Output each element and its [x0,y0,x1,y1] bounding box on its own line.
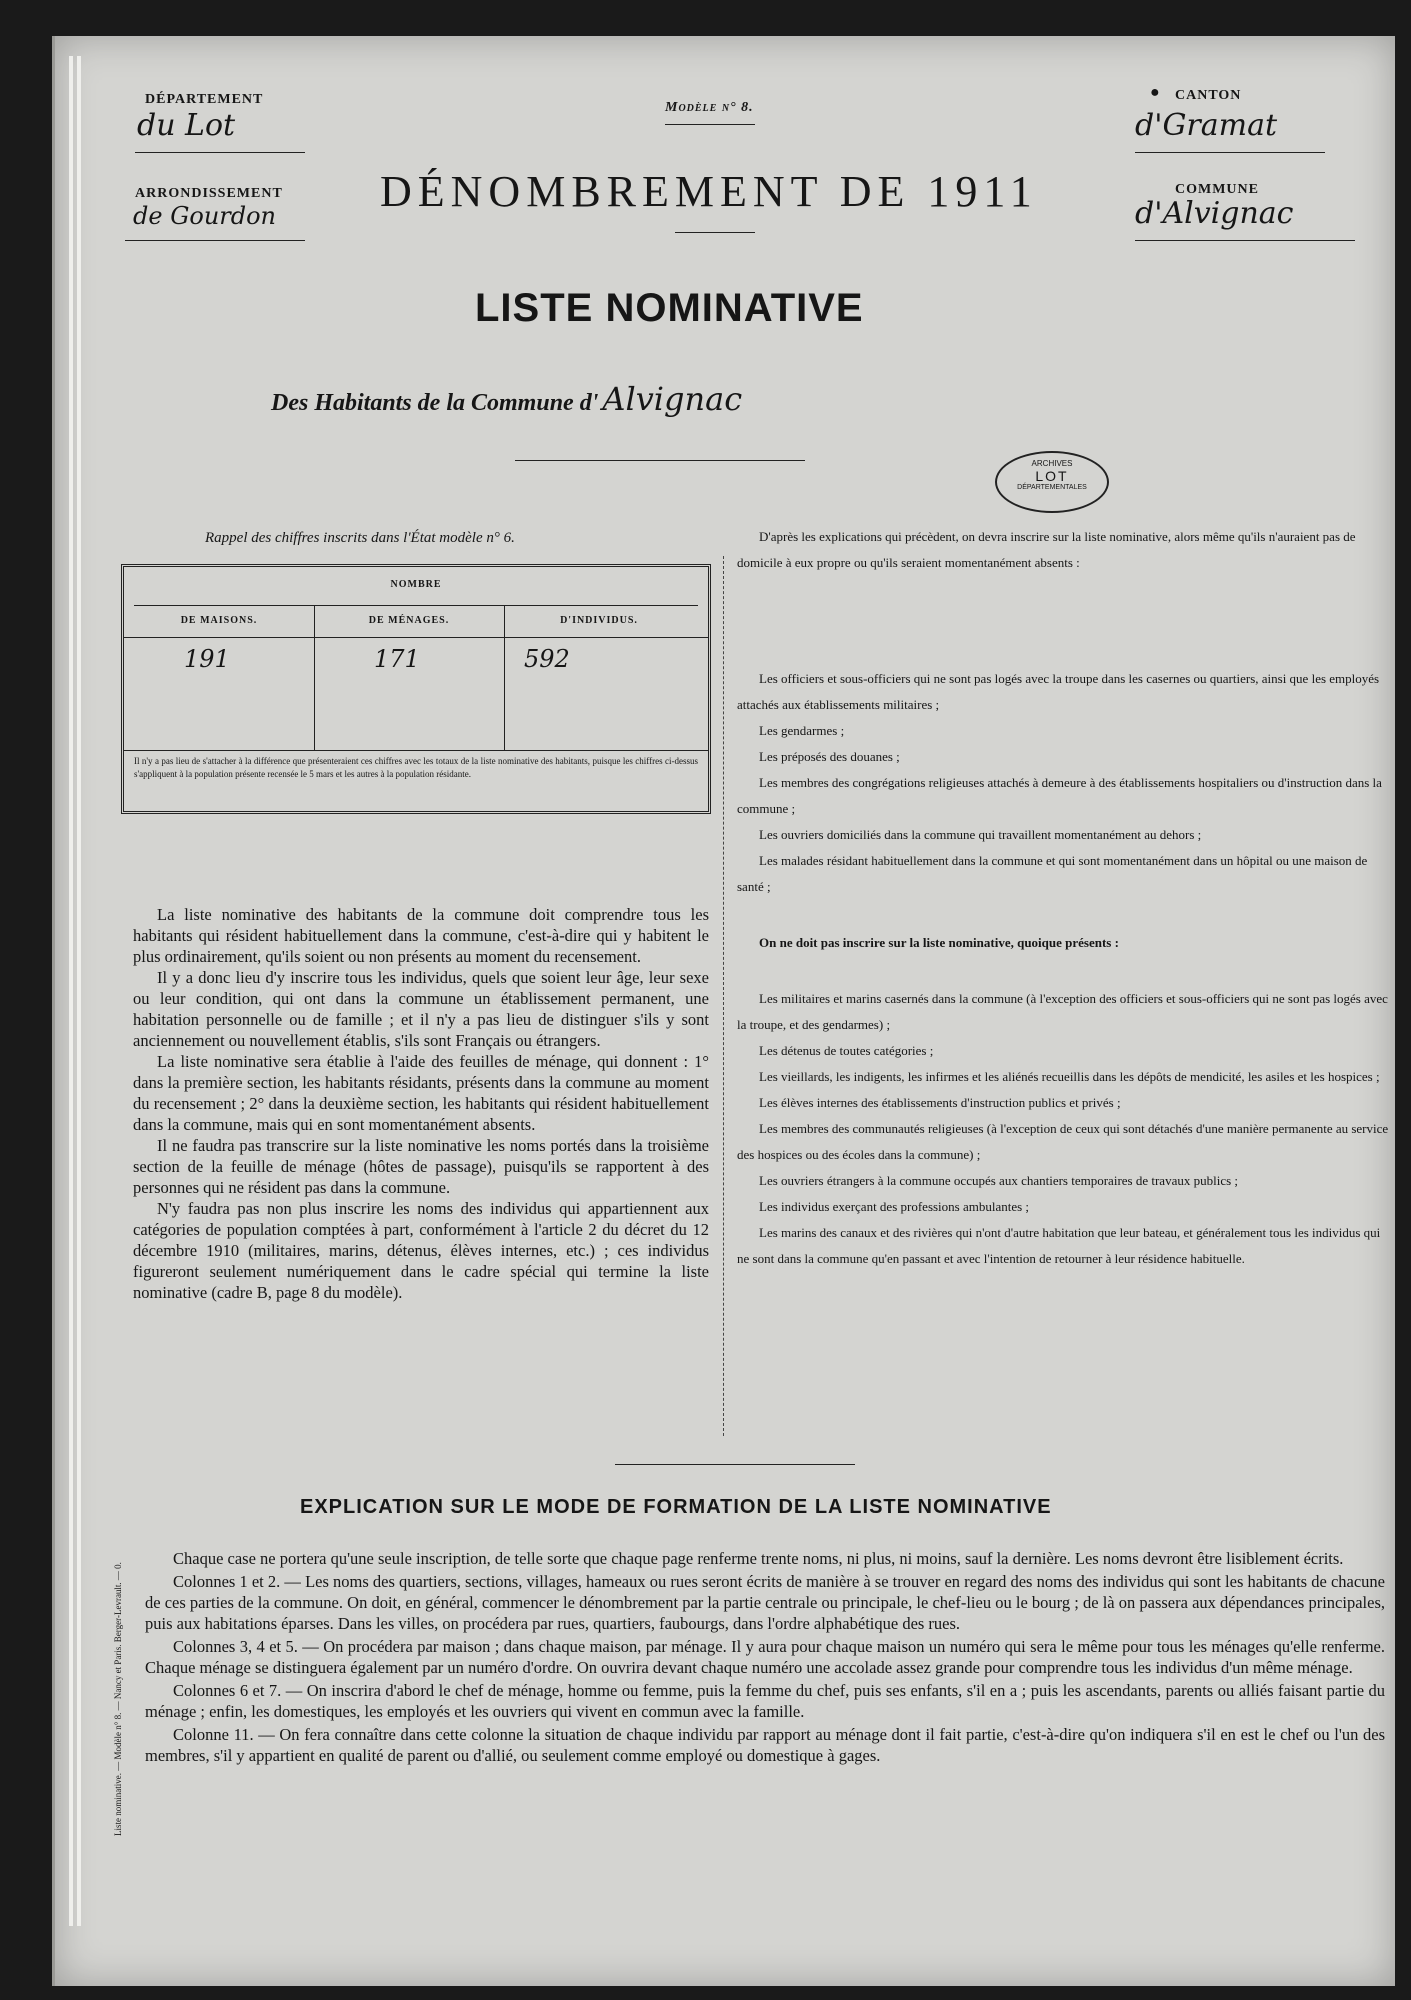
col-separator [504,605,505,750]
left-paragraph: La liste nominative sera établie à l'aide des feuilles de ménage, qui donnent : 1° dans la première section, les habitants résidants, présents dans la commune au moment du recensement ; 2° dans la deuxième section, les habitants qui résident habituellement dans la commune, mais qui en sont momentanément absents. [133,1052,709,1134]
individus-value: 592 [524,645,570,673]
exclude-item: Les militaires et marins casernés dans la commune (à l'exception des officiers et sous-officiers qui ne sont pas logés avec la troupe, et des gendarmes) ; [737,991,1388,1032]
explication-title: EXPLICATION SUR LE MODE DE FORMATION DE LA LISTE NOMINATIVE [300,1496,1052,1518]
menages-value: 171 [374,645,420,673]
divider [135,152,305,153]
arrondissement-value: de Gourdon [133,202,277,230]
exclude-item: Les détenus de toutes catégories ; [759,1043,934,1058]
rappel-note: Il n'y a pas lieu de s'attacher à la différence que présenteraient ces chiffres avec les totaux de la liste nominative des habitants, puisque les chiffres ci-dessus s'appliquent à la population présente recensée le 5 mars et les autres à la population résidante. [134,756,698,779]
left-paragraph: N'y faudra pas non plus inscrire les noms des individus qui appartiennent aux catégories de population comptées à part, conformément à l'article 2 du décret du 12 décembre 1910 (militaires, marins, détenus, élèves internes, etc.) ; ces individus figureront seulement numériquement dans le cadre spécial qui termine la liste nominative (cadre B, page 8 du modèle). [133,1199,709,1302]
right-list-include [737,666,1389,1272]
col-maisons-header: DE MAISONS. [180,615,258,626]
explication-paragraph: Colonnes 3, 4 et 5. — On procédera par maison ; dans chaque maison, par ménage. Il y aura pour chaque maison un numéro qui sera le même pour tous les ménages qu'elle renferme. Chaque ménage se distinguera également par un numéro d'ordre. On ouvrira devant chaque numéro une accolade assez grande pour comprendre tous les individus d'un même ménage. [145,1637,1385,1677]
maisons-value: 191 [184,645,230,673]
explication-paragraph: Colonne 11. — On fera connaître dans cette colonne la situation de chaque individu par rapport au ménage dont il fait partie, c'est-à-dire qu'on indiquera s'il en est le chef ou l'un des membres, s'il y appartient en qualité de parent ou d'allié, ou seulement comme employé ou domestique à gages. [145,1725,1385,1765]
exclude-item: Les ouvriers étrangers à la commune occupés aux chantiers temporaires de travaux publics ; [759,1173,1239,1188]
explication-paragraph: Colonnes 6 et 7. — On inscrira d'abord le chef de ménage, homme ou femme, puis la femme du chef, puis ses enfants, s'il en a ; puis les ascendants, parents ou alliés faisant partie du ménage ; enfin, les domestiques, les employés et les ouvriers qui vivent en commun avec la famille. [145,1681,1385,1721]
exclude-header: On ne doit pas inscrire sur la liste nominative, quoique présents : [759,935,1119,950]
include-item: Les gendarmes ; [759,723,845,738]
page-edge [77,56,81,1926]
stamp-line3: DÉPARTEMENTALES [1017,484,1087,491]
divider [675,232,755,233]
explication-text [145,1548,1385,1768]
left-paragraph: La liste nominative des habitants de la commune doit comprendre tous les habitants qui résident habituellement dans la commune, c'est-à-dire qui y habitent le plus ordinairement, qu'ils soient ou non présents au moment du recensement. [133,905,709,966]
commune-value: d'Alvignac [1135,196,1294,231]
left-paragraph: Il y a donc lieu d'y inscrire tous les individus, quels que soient leur âge, leur sexe ou leur condition, qui ont dans la commune un établissement permanent, une habitation personnelle ou de famille ; et il n'y a pas lieu de distinguer s'ils y sont anciennement ou nouvellement établis, s'ils sont Français ou étrangers. [133,968,709,1050]
rappel-table [121,564,711,814]
exclude-item: Les vieillards, les indigents, les infirmes et les aliénés recueillis dans les dépôts de mendicité, les asiles et les hospices ; [759,1069,1380,1084]
canton-value: d'Gramat [1135,108,1278,143]
nombre-header: NOMBRE [390,579,442,590]
col-separator [314,605,315,750]
column-separator [723,556,725,1436]
liste-subtitle: Des Habitants de la Commune d' [271,390,599,416]
census-page [52,36,1395,1986]
departement-label: DÉPARTEMENT [145,92,264,107]
divider [1135,240,1355,241]
col-individus-header: D'INDIVIDUS. [560,615,638,626]
canton-label: CANTON [1175,88,1242,103]
col-menages-header: DE MÉNAGES. [368,615,450,626]
bullet-icon: ● [1150,84,1160,101]
include-item: Les ouvriers domiciliés dans la commune qui travaillent momentanément au dehors ; [759,827,1202,842]
divider [1135,152,1325,153]
exclude-item: Les marins des canaux et des rivières qui n'ont d'autre habitation que leur bateau, et généralement tous les individus qui ne sont dans la commune qu'en passant et avec l'intention de retourner à leur résidence habituelle. [737,1225,1381,1266]
archives-stamp [995,451,1109,513]
page-edge [69,56,73,1926]
left-instructions [133,904,709,1303]
modele-label: Modèle n° 8. [665,100,754,115]
departement-value: du Lot [137,108,236,143]
divider [124,750,708,751]
stamp-line2: LOT [1035,468,1069,484]
arrondissement-label: ARRONDISSEMENT [135,186,283,201]
include-item: Les malades résidant habituellement dans la commune et qui sont momentanément dans un hôpital ou une maison de santé ; [737,853,1368,894]
commune-hand: Alvignac [602,380,743,418]
liste-subtitle-line [271,380,742,418]
stamp-line1: ARCHIVES [1031,459,1073,468]
liste-title: LISTE NOMINATIVE [475,286,864,330]
include-item: Les membres des congrégations religieuses attachés à demeure à des établissements hospitaliers ou d'instruction dans la commune ; [737,775,1382,816]
explication-paragraph: Colonnes 1 et 2. — Les noms des quartiers, sections, villages, hameaux ou rues seront écrits de manière à se trouver en regard des noms des individus qui sont les habitants de chacune de ces parties de la commune. On doit, en général, commencer le dénombrement par la partie centrale ou principale, le chef-lieu ou le bourg ; de là on passera aux dépendances principales, puis aux habitations éparses. Dans les villes, on procédera par rues, quartiers, faubourgs, dans l'ordre alphabétique des rues. [145,1572,1385,1633]
include-item: Les officiers et sous-officiers qui ne sont pas logés avec la troupe dans les casernes ou quartiers, ainsi que les employés attachés aux établissements militaires ; [737,671,1380,712]
include-item: Les préposés des douanes ; [759,749,900,764]
ornament-divider [615,1464,855,1465]
exclude-item: Les individus exerçant des professions ambulantes ; [759,1199,1030,1214]
left-paragraph: Il ne faudra pas transcrire sur la liste nominative les noms portés dans la troisième section de la feuille de ménage (hôtes de passage), puisqu'ils se rapportent à des personnes qui ne résident pas dans la commune. [133,1136,709,1197]
explication-paragraph: Chaque case ne portera qu'une seule inscription, de telle sorte que chaque page renferme trente noms, ni plus, ni moins, sauf la dernière. Les noms devront être lisiblement écrits. [173,1549,1344,1568]
right-intro: D'après les explications qui précèdent, on devra inscrire sur la liste nominative, alors même qu'ils n'auraient pas de domicile à eux propre ou qu'ils seraient momentanément absents : [737,529,1356,570]
divider [125,240,305,241]
exclude-item: Les membres des communautés religieuses (à l'exception de ceux qui sont détachés d'une manière permanente au service des hospices ou des écoles dans la commune) ; [737,1121,1389,1162]
exclude-item: Les élèves internes des établissements d'instruction publics et privés ; [759,1095,1121,1110]
divider [134,605,698,606]
divider [124,637,708,638]
rappel-caption: Rappel des chiffres inscrits dans l'État modèle n° 6. [205,530,515,546]
divider [665,124,755,125]
ornament-divider [515,460,805,461]
main-title: DÉNOMBREMENT DE 1911 [380,167,1038,216]
commune-label: COMMUNE [1175,182,1259,197]
printer-side-note: Liste nominative. — Modèle n° 8. — Nancy et Paris. Berger-Levrault. — 0. [113,1562,123,1836]
